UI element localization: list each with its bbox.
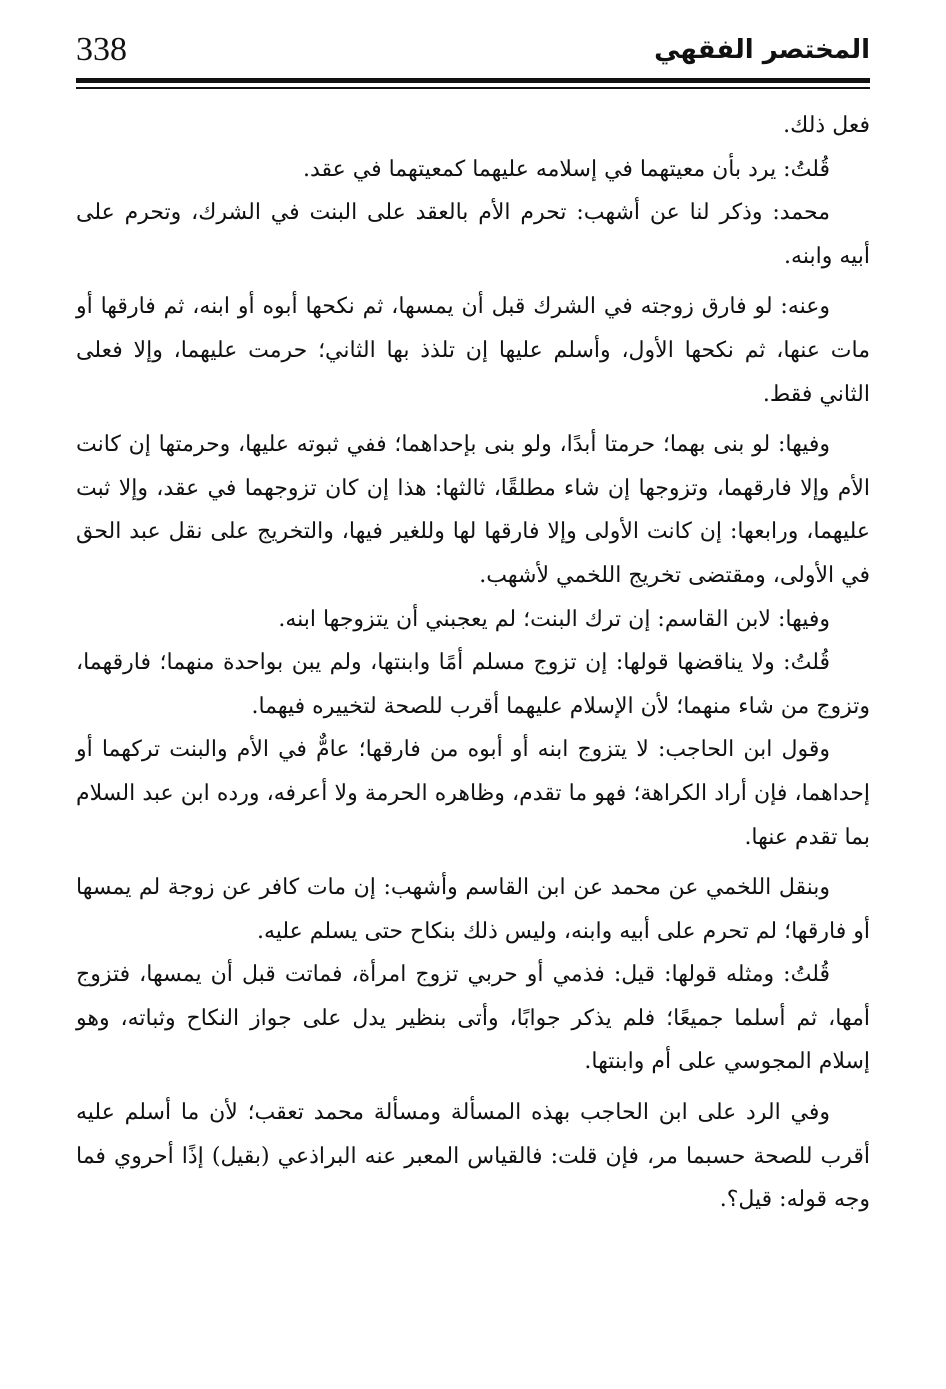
paragraph: قُلتُ: ولا يناقضها قولها: إن تزوج مسلم أمًا وابنتها، ولم يبن بواحدة منهما؛ فارقهما، وتزوج من شاء منهما؛ لأن الإسلام عليهما أقرب للصحة لتخييره فيهما. [76, 650, 870, 719]
header-rule-thin [76, 87, 870, 89]
page-number: 338 [76, 31, 127, 68]
paragraph: محمد: وذكر لنا عن أشهب: تحرم الأم بالعقد على البنت في الشرك، وتحرم على أبيه وابنه. [76, 200, 870, 269]
paragraph: وقول ابن الحاجب: لا يتزوج ابنه أو أبوه من فارقها؛ عامٌّ في الأم والبنت تركهما أو إحداهما، فإن أراد الكراهة؛ فهو ما تقدم، وظاهره الحرمة ولا أعرفه، ورده ابن عبد السلام بما تقدم عنها. [76, 737, 870, 850]
paragraph: وفيها: لو بنى بهما؛ حرمتا أبدًا، ولو بنى بإحداهما؛ ففي ثبوته عليها، وحرمتها إن كانت الأم وإلا فارقهما، وتزوجها إن شاء مطلقًا، ثالثها: هذا إن كان تزوجهما في عقد، وإلا ثبت عليهما، ورابعها: إن كانت الأولى وإلا فارقها لها وللغير فيها، والتخريج على نقل عبد الحق في الأولى، ومقتضى تخريج اللخمي لأشهب. [76, 432, 870, 588]
paragraph: قُلتُ: يرد بأن معيتهما في إسلامه عليهما كمعيتهما في عقد. [302, 156, 830, 182]
running-title: المختصر الفقهي [654, 35, 870, 65]
paragraph: فعل ذلك. [783, 113, 870, 138]
page-header [76, 28, 870, 72]
paragraph: وعنه: لو فارق زوجته في الشرك قبل أن يمسها، ثم نكحها أبوه أو ابنه، ثم فارقها أو مات عنها، ثم نكحها الأول، وأسلم عليها إن تلذذ بها الثاني؛ حرمت عليهما، وإلا فعلى الثاني فقط. [76, 294, 870, 407]
paragraph: وفي الرد على ابن الحاجب بهذه المسألة ومسألة محمد تعقب؛ لأن ما أسلم عليه أقرب للصحة حسبما مر، فإن قلت: فالقياس المعبر عنه البراذعي (بقيل) إذًا أحروي فما وجه قوله: قيل؟. [76, 1100, 870, 1213]
paragraph: وبنقل اللخمي عن محمد عن ابن القاسم وأشهب: إن مات كافر عن زوجة لم يمسها أو فارقها؛ لم تحرم على أبيه وابنه، وليس ذلك بنكاح حتى يسلم عليه. [76, 875, 870, 944]
paragraph: قُلتُ: ومثله قولها: قيل: فذمي أو حربي تزوج امرأة، فماتت قبل أن يمسها، فتزوج أمها، ثم أسلما جميعًا؛ فلم يذكر جوابًا، وأتى بنظير يدل على جواز النكاح وثباته، وهو إسلام المجوسي على أم وابنتها. [76, 962, 870, 1075]
paragraph: وفيها: لابن القاسم: إن ترك البنت؛ لم يعجبني أن يتزوجها ابنه. [278, 606, 830, 632]
body-text [76, 104, 870, 1222]
header-rule-thick [76, 78, 870, 83]
